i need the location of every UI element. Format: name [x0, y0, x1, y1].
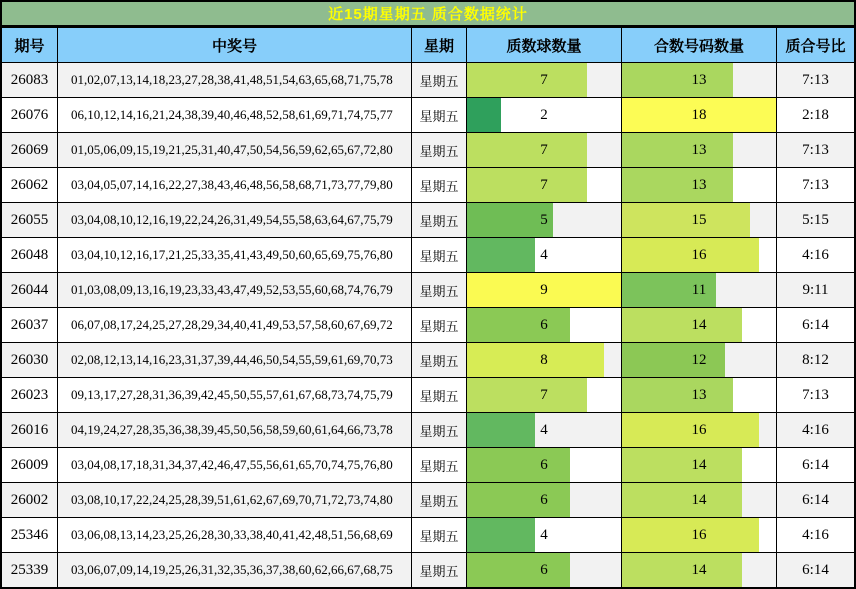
- ratio-cell: 7:13: [802, 176, 829, 193]
- table-row: [2, 378, 854, 413]
- column-header-ratio: 质合号比: [785, 37, 846, 55]
- table-header-row: [2, 28, 854, 63]
- ratio-cell: 6:14: [802, 491, 829, 508]
- ratio-cell: 9:11: [802, 281, 829, 298]
- ratio-cell: 2:18: [802, 106, 829, 123]
- winning-numbers-cell: 03,08,10,17,22,24,25,28,39,51,61,62,67,69,70,71,72,73,74,80: [58, 483, 412, 517]
- ratio-cell: 6:14: [802, 316, 829, 333]
- composite-count-cell-value: 14: [691, 456, 707, 473]
- composite-count-cell-value: 13: [691, 386, 707, 403]
- composite-count-cell: [622, 133, 777, 167]
- weekday-cell: 星期五: [412, 413, 467, 447]
- composite-count-cell: [622, 168, 777, 202]
- ratio-cell: 8:12: [802, 351, 829, 368]
- winning-numbers-cell: 01,05,06,09,15,19,21,25,31,40,47,50,54,56,59,62,65,67,72,80: [58, 133, 412, 167]
- composite-count-cell: [622, 343, 777, 377]
- composite-count-cell-value: 16: [691, 526, 707, 543]
- weekday-cell: 星期五: [412, 553, 467, 587]
- table-row: [2, 273, 854, 308]
- composite-count-cell: [622, 203, 777, 237]
- table-body: [2, 63, 854, 587]
- prime-count-cell-value: 2: [540, 106, 548, 123]
- prime-count-cell-value: 6: [540, 561, 548, 578]
- prime-count-cell-value: 7: [540, 141, 548, 158]
- weekday-cell: 星期五: [412, 483, 467, 517]
- composite-count-cell-value: 12: [691, 351, 707, 368]
- weekday-cell: 星期五: [412, 63, 467, 97]
- winning-numbers-cell: 03,04,10,12,16,17,21,25,33,35,41,43,49,50,60,65,69,75,76,80: [58, 238, 412, 272]
- composite-count-cell-value: 14: [691, 316, 707, 333]
- prime-count-cell: [467, 273, 622, 307]
- prime-count-cell-value: 9: [540, 281, 548, 298]
- winning-numbers-cell: 03,04,08,10,12,16,19,22,24,26,31,49,54,55,58,63,64,67,75,79: [58, 203, 412, 237]
- prime-count-cell-value: 7: [540, 176, 548, 193]
- prime-count-cell: [467, 63, 622, 97]
- composite-count-cell: [622, 518, 777, 552]
- table-row: [2, 98, 854, 133]
- composite-count-cell-value: 18: [691, 106, 707, 123]
- table-row: [2, 553, 854, 587]
- composite-count-cell: [622, 273, 777, 307]
- ratio-cell: 6:14: [802, 456, 829, 473]
- table-row: [2, 413, 854, 448]
- prime-count-cell: [467, 483, 622, 517]
- prime-count-cell: [467, 553, 622, 587]
- composite-count-cell-value: 13: [691, 71, 707, 88]
- prime-count-cell: [467, 343, 622, 377]
- period-cell: 25339: [2, 553, 58, 587]
- winning-numbers-cell: 06,07,08,17,24,25,27,28,29,34,40,41,49,53,57,58,60,67,69,72: [58, 308, 412, 342]
- winning-numbers-cell: 03,06,08,13,14,23,25,26,28,30,33,38,40,41,42,48,51,56,68,69: [58, 518, 412, 552]
- composite-count-cell-value: 14: [691, 561, 707, 578]
- winning-numbers-cell: 01,03,08,09,13,16,19,23,33,43,47,49,52,53,55,60,68,74,76,79: [58, 273, 412, 307]
- ratio-cell: 7:13: [802, 141, 829, 158]
- composite-count-cell: [622, 378, 777, 412]
- composite-count-cell: [622, 63, 777, 97]
- period-cell: 26002: [2, 483, 58, 517]
- table-row: [2, 308, 854, 343]
- prime-count-cell-value: 4: [540, 246, 548, 263]
- prime-count-cell-value: 8: [540, 351, 548, 368]
- table-row: [2, 343, 854, 378]
- table-row: [2, 203, 854, 238]
- prime-count-cell: [467, 518, 622, 552]
- table-row: [2, 483, 854, 518]
- column-header-weekday: 星期: [412, 28, 467, 62]
- prime-count-cell-value: 6: [540, 456, 548, 473]
- composite-count-cell: [622, 553, 777, 587]
- period-cell: 26044: [2, 273, 58, 307]
- prime-count-cell: [467, 413, 622, 447]
- period-cell: 26030: [2, 343, 58, 377]
- ratio-cell: 5:15: [802, 211, 829, 228]
- period-cell: 26037: [2, 308, 58, 342]
- composite-count-cell-value: 13: [691, 141, 707, 158]
- winning-numbers-cell: 09,13,17,27,28,31,36,39,42,45,50,55,57,61,67,68,73,74,75,79: [58, 378, 412, 412]
- period-cell: 26016: [2, 413, 58, 447]
- table-row: [2, 63, 854, 98]
- composite-count-cell: [622, 413, 777, 447]
- table-row: [2, 518, 854, 553]
- prime-count-cell-value: 7: [540, 386, 548, 403]
- weekday-cell: 星期五: [412, 203, 467, 237]
- winning-numbers-cell: 06,10,12,14,16,21,24,38,39,40,46,48,52,58,61,69,71,74,75,77: [58, 98, 412, 132]
- composite-count-cell-value: 14: [691, 491, 707, 508]
- winning-numbers-cell: 01,02,07,13,14,18,23,27,28,38,41,48,51,54,63,65,68,71,75,78: [58, 63, 412, 97]
- composite-count-cell-value: 16: [691, 246, 707, 263]
- weekday-cell: 星期五: [412, 518, 467, 552]
- ratio-cell: 4:16: [802, 421, 829, 438]
- ratio-cell: 4:16: [802, 526, 829, 543]
- prime-count-cell-value: 7: [540, 71, 548, 88]
- composite-count-cell-value: 16: [691, 421, 707, 438]
- prime-count-cell: [467, 98, 622, 132]
- prime-count-cell-value: 5: [540, 211, 548, 228]
- period-cell: 26055: [2, 203, 58, 237]
- column-header-prime: 质数球数量: [467, 28, 622, 62]
- weekday-cell: 星期五: [412, 98, 467, 132]
- weekday-cell: 星期五: [412, 168, 467, 202]
- composite-count-cell: [622, 448, 777, 482]
- ratio-cell: 7:13: [802, 71, 829, 88]
- prime-count-cell: [467, 308, 622, 342]
- prime-count-cell-value: 4: [540, 421, 548, 438]
- period-cell: 26009: [2, 448, 58, 482]
- composite-count-cell-value: 13: [691, 176, 707, 193]
- prime-count-cell: [467, 378, 622, 412]
- weekday-cell: 星期五: [412, 308, 467, 342]
- winning-numbers-cell: 03,06,07,09,14,19,25,26,31,32,35,36,37,38,60,62,66,67,68,75: [58, 553, 412, 587]
- weekday-cell: 星期五: [412, 133, 467, 167]
- composite-count-cell: [622, 238, 777, 272]
- prime-count-cell-value: 4: [540, 526, 548, 543]
- weekday-cell: 星期五: [412, 238, 467, 272]
- prime-count-cell: [467, 168, 622, 202]
- column-header-composite: 合数号码数量: [622, 28, 777, 62]
- period-cell: 26083: [2, 63, 58, 97]
- composite-count-cell: [622, 483, 777, 517]
- column-header-numbers: 中奖号: [58, 28, 412, 62]
- prime-count-cell: [467, 448, 622, 482]
- column-header-period: 期号: [2, 28, 58, 62]
- winning-numbers-cell: 03,04,05,07,14,16,22,27,38,43,46,48,56,58,68,71,73,77,79,80: [58, 168, 412, 202]
- period-cell: 26023: [2, 378, 58, 412]
- period-cell: 26048: [2, 238, 58, 272]
- period-cell: 25346: [2, 518, 58, 552]
- table-row: [2, 133, 854, 168]
- composite-count-cell: [622, 308, 777, 342]
- table-row: [2, 238, 854, 273]
- ratio-cell: 7:13: [802, 386, 829, 403]
- period-cell: 26076: [2, 98, 58, 132]
- weekday-cell: 星期五: [412, 343, 467, 377]
- composite-count-cell: [622, 98, 777, 132]
- winning-numbers-cell: 02,08,12,13,14,16,23,31,37,39,44,46,50,54,55,59,61,69,70,73: [58, 343, 412, 377]
- period-cell: 26062: [2, 168, 58, 202]
- weekday-cell: 星期五: [412, 273, 467, 307]
- ratio-cell: 6:14: [802, 561, 829, 578]
- weekday-cell: 星期五: [412, 448, 467, 482]
- prime-count-cell: [467, 133, 622, 167]
- winning-numbers-cell: 04,19,24,27,28,35,36,38,39,45,50,56,58,59,60,61,64,66,73,78: [58, 413, 412, 447]
- prime-count-cell: [467, 238, 622, 272]
- prime-count-cell: [467, 203, 622, 237]
- ratio-cell: 4:16: [802, 246, 829, 263]
- weekday-cell: 星期五: [412, 378, 467, 412]
- composite-count-cell-value: 11: [691, 281, 707, 298]
- prime-count-cell-value: 6: [540, 316, 548, 333]
- composite-count-cell-value: 15: [691, 211, 707, 228]
- winning-numbers-cell: 03,04,08,17,18,31,34,37,42,46,47,55,56,61,65,70,74,75,76,80: [58, 448, 412, 482]
- prime-count-cell-value: 6: [540, 491, 548, 508]
- period-cell: 26069: [2, 133, 58, 167]
- page-title: 近15期星期五 质合数据统计: [2, 2, 854, 28]
- table-row: [2, 448, 854, 483]
- table-row: [2, 168, 854, 203]
